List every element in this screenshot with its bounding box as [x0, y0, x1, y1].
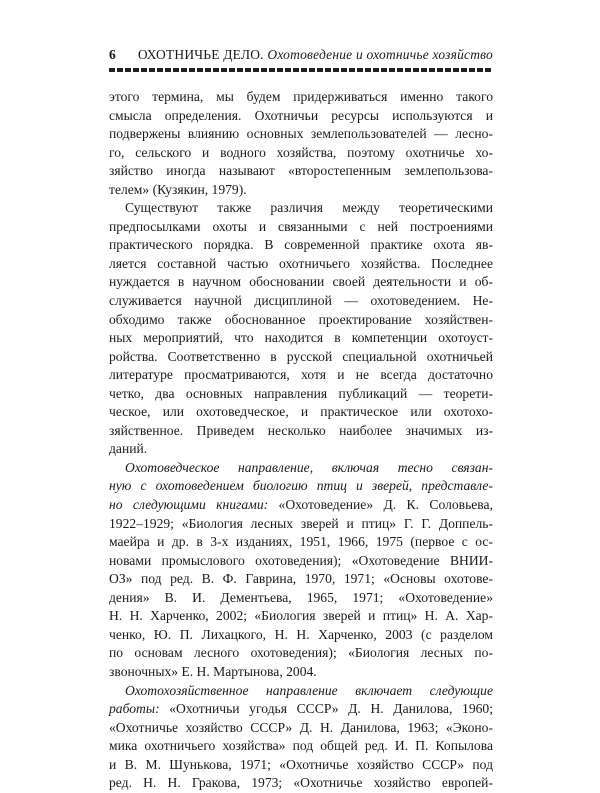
text-line: Н. Н. Харченко, 2002; «Биология зверей и птиц» Н. А. Хар- [109, 608, 493, 624]
body-text [109, 88, 493, 793]
text-line: ОЗ» под ред. В. Ф. Гаврина, 1970, 1971; «Основы охотове- [109, 571, 493, 587]
text-line: служивается научной дисциплиной — охотоведением. Не- [109, 293, 493, 309]
header-rule [109, 68, 493, 72]
text-line: телем» (Кузякин, 1979). [109, 181, 247, 197]
text-line: смысла определения. Охотничьи ресурсы используются и [109, 107, 493, 123]
text-line: «Охотничье хозяйство СССР» Д. Н. Данилова, 1963; «Эконо- [109, 719, 493, 735]
text-line: ляется составной частью охотничьего хозяйства. Последнее [109, 255, 493, 271]
text-line: звоночных» Е. Н. Мартынова, 2004. [109, 663, 317, 679]
text-line: ческое, или охотоведческое, и практическое или охотохо- [109, 404, 493, 420]
text-line: четко, два основных направления публикаций — теорети- [109, 385, 493, 401]
text-line: подвержены влиянию основных землепользователей — лесно- [109, 126, 493, 142]
text-line: ных мероприятий, что находится в компетенции охотоуст- [109, 330, 493, 346]
text-line: и В. М. Шунькова, 1971; «Охотничье хозяйство СССР» под [109, 756, 493, 772]
text-line: литературе просматриваются, хотя и не всегда достаточно [109, 367, 493, 383]
text-line-mixed [109, 700, 493, 719]
text-line: ройства. Соответственно в русской специальной охотничьей [109, 348, 493, 364]
text-line: го, сельского и водного хозяйства, поэтому охотничье хо- [109, 144, 493, 160]
page-number: 6 [109, 47, 116, 62]
text-line: мика охотничьего хозяйства» под общей ред. И. П. Копылова [109, 738, 493, 754]
page-header [109, 46, 493, 64]
text-line: дения» В. И. Дементьева, 1965, 1971; «Охотоведение» [109, 589, 493, 605]
text-line: ную с охотоведением биологию птиц и зверей, представле- [109, 478, 493, 494]
text-line: предпосылками охоты и связанными с ней построениями [109, 218, 493, 234]
text-line: обходимо также обоснованное проектирование хозяйствен- [109, 311, 493, 327]
text-line: этого термина, мы будем придерживаться именно такого [109, 89, 493, 104]
roman-run: «Охотоведение» Д. К. Соловьева, [268, 497, 493, 513]
text-line: нуждается в научном обосновании своей деятельности и об- [109, 274, 493, 290]
text-line: ченко, Ю. П. Лихацкого, Н. Н. Харченко, 2003 (с разделом [109, 626, 493, 642]
text-line: Существуют также различия между теоретическими [125, 200, 493, 216]
text-line: маейра и др. в 3-х изданиях, 1951, 1966, 1975 (первое с ос- [109, 534, 493, 550]
italic-run: работы: [109, 701, 160, 717]
roman-run: «Охотничьи угодья СССР» Д. Н. Данилова, 1960; [159, 701, 493, 717]
running-head [138, 46, 493, 64]
text-line: даний. [109, 441, 148, 457]
text-line: зяйство иногда называют «второстепенным землепользова- [109, 163, 493, 179]
text-line: 1922–1929; «Биология лесных зверей и птиц» Г. Г. Доппель- [109, 515, 493, 531]
text-line: Охотохозяйственное направление включает следующие [125, 682, 493, 698]
text-line: практического порядка. В современной практике охота яв- [109, 237, 493, 253]
text-line: Охотоведческое направление, включая тесно связан- [125, 459, 493, 475]
running-head-title: ОХОТНИЧЬЕ ДЕЛО. [137, 47, 264, 62]
text-line: ред. Н. Н. Гракова, 1973; «Охотничье хозяйство европей- [109, 775, 493, 791]
text-line: по основам лесного охотоведения); «Биология лесных по- [109, 645, 493, 661]
text-line-mixed [109, 496, 493, 515]
italic-run: но следующими книгами: [109, 497, 269, 513]
running-head-subtitle: Охотоведение и охотничье хозяйство [267, 47, 493, 62]
text-line: новами промыслового охотоведения); «Охотоведение ВНИИ- [109, 552, 493, 568]
text-line: зяйственное. Приведем несколько наиболее значимых из- [109, 422, 493, 438]
